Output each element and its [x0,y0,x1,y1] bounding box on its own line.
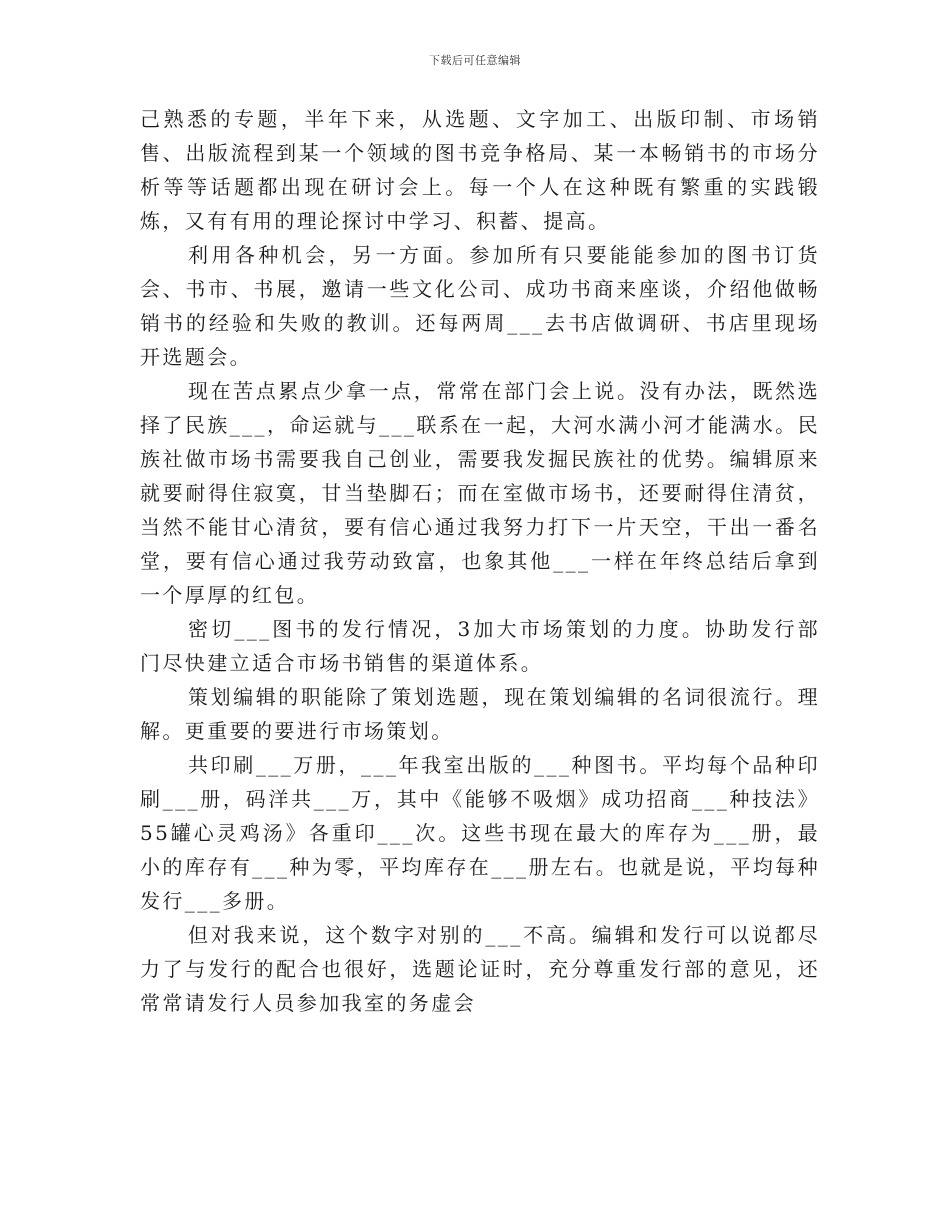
document-body [140,102,820,1020]
paragraph-2: 利用各种机会，另一方面。参加所有只要能能参加的图书订货会、书市、书展，邀请一些文化公司、成功书商来座谈，介绍他做畅销书的经验和失败的教训。还每两周___去书店做调研、书店里现场开选题会。 [140,243,820,369]
paragraph-1: 己熟悉的专题，半年下来，从选题、文字加工、出版印制、市场销售、出版流程到某一个领域的图书竞争格局、某一本畅销书的市场分析等等话题都出现在研讨会上。每一个人在这种既有繁重的实践锻炼，又有有用的理论探讨中学习、积蓄、提高。 [140,107,820,233]
paragraph-6: 共印刷___万册，___年我室出版的___种图书。平均每个品种印刷___册，码洋共___万，其中《能够不吸烟》成功招商___种技法》55罐心灵鸡汤》各重印___次。这些书现在最大的库存为___册，最小的库存有___种为零，平均库存在___册左右。也就是说，平均每种发行___多册。 [140,753,820,913]
paragraph-5: 策划编辑的职能除了策划选题，现在策划编辑的名词很流行。理解。更重要的要进行市场策划。 [140,685,820,743]
paragraph-3: 现在苦点累点少拿一点，常常在部门会上说。没有办法，既然选择了民族___，命运就与___联系在一起，大河水满小河才能满水。民族社做市场书需要我自己创业，需要我发掘民族社的优势。编辑原来就要耐得住寂寞，甘当垫脚石；而在室做市场书，还要耐得住清贫，当然不能甘心清贫，要有信心通过我努力打下一片天空，干出一番名堂，要有信心通过我劳动致富，也象其他___一样在年终总结后拿到一个厚厚的红包。 [140,379,820,607]
paragraph-7: 但对我来说，这个数字对别的___不高。编辑和发行可以说都尽力了与发行的配合也很好，选题论证时，充分尊重发行部的意见，还常常请发行人员参加我室的务虚会 [140,923,820,1015]
page-header: 下载后可任意编辑 [429,54,521,67]
paragraph-4: 密切___图书的发行情况，3加大市场策划的力度。协助发行部门尽快建立适合市场书销售的渠道体系。 [140,617,820,675]
